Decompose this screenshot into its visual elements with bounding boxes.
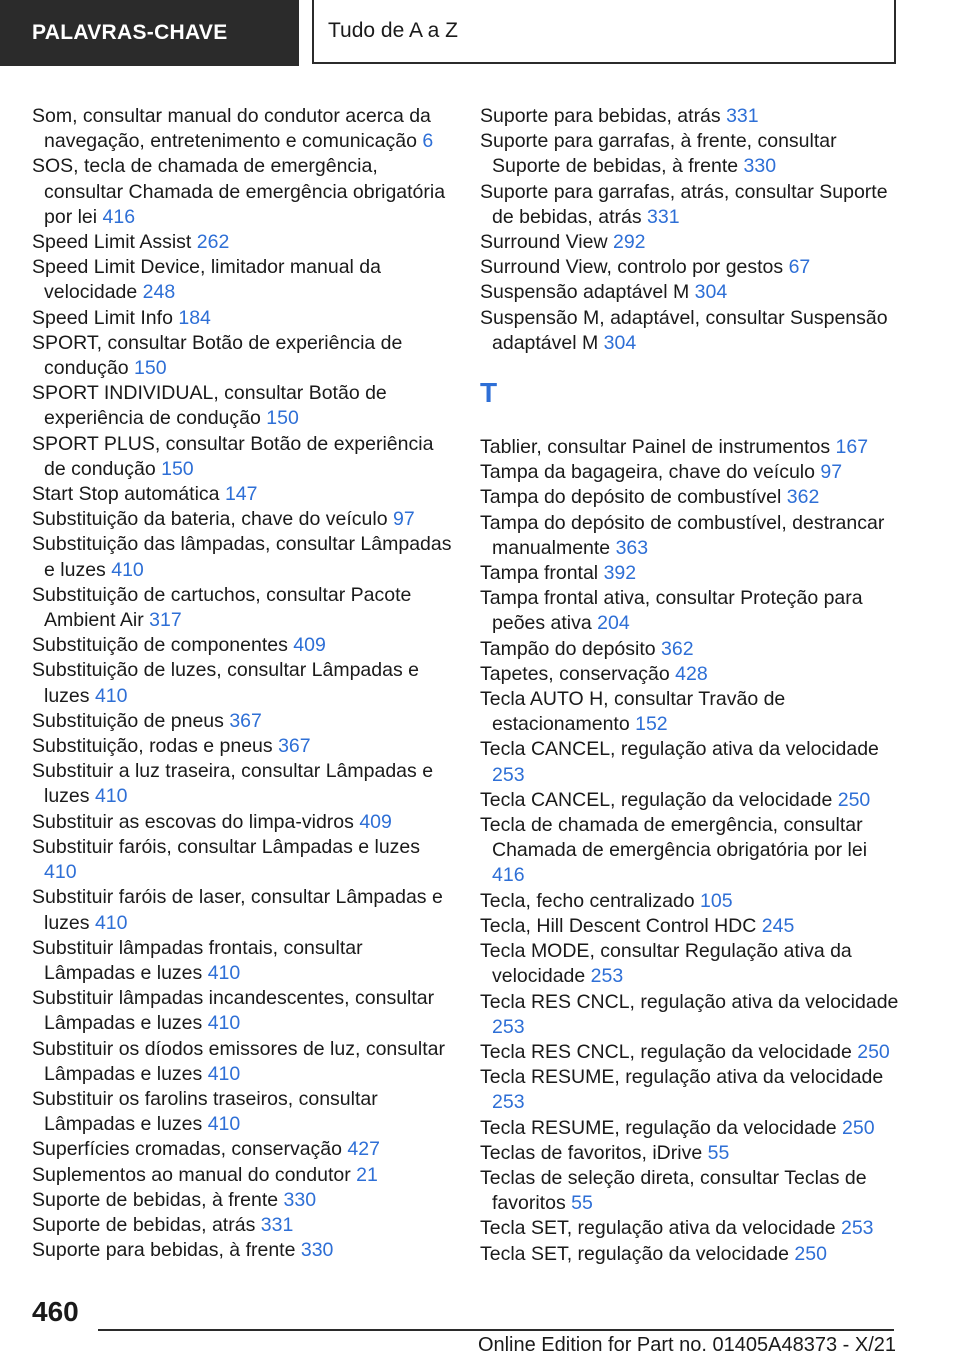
index-entry <box>480 813 900 889</box>
index-entry <box>32 709 452 734</box>
index-entry-text: Tablier, consultar Painel de instrumentos <box>480 436 831 459</box>
index-entry-text: Tampa do depósito de combustível <box>480 486 782 509</box>
index-entry-text: Suporte de bebidas, à frente <box>32 1188 279 1211</box>
page-reference-link[interactable]: 410 <box>207 1113 241 1136</box>
index-entry <box>32 255 452 305</box>
page-reference-link[interactable]: 204 <box>597 612 630 635</box>
page-reference-link[interactable]: 147 <box>224 483 258 506</box>
index-entry-text: Tecla AUTO H, consultar Travão de estacionamento <box>480 688 786 736</box>
index-entry-text: Tecla SET, regulação ativa da velocidade <box>480 1217 836 1240</box>
index-entry <box>32 759 452 809</box>
index-entry <box>32 532 452 582</box>
page-reference-link[interactable]: 304 <box>603 331 637 354</box>
page-reference-link[interactable]: 21 <box>356 1163 378 1186</box>
index-entry-text: Tapetes, conservação <box>480 662 670 685</box>
index-entry <box>480 1040 900 1065</box>
page-reference-link[interactable]: 409 <box>293 634 326 657</box>
index-entry-text: Substituição de componentes <box>32 634 288 657</box>
page-reference-link[interactable]: 410 <box>207 961 241 984</box>
index-entry-text: Substituição da bateria, chave do veículo <box>32 508 388 531</box>
index-entry <box>32 381 452 431</box>
index-entry-text: Suplementos ao manual do condutor <box>32 1163 351 1186</box>
page-reference-link[interactable]: 253 <box>590 965 624 988</box>
index-entry-text: SPORT, consultar Botão de experiência de condução <box>32 331 403 380</box>
page-reference-link[interactable]: 392 <box>603 562 637 585</box>
index-entry-text: Surround View <box>480 231 608 254</box>
page-reference-link[interactable]: 330 <box>283 1188 317 1211</box>
index-entry-text: Substituir os farolins traseiros, consultar Lâmpadas e luzes <box>32 1087 378 1136</box>
index-entry-text: Substituir os díodos emissores de luz, consultar Lâmpadas e luzes <box>32 1037 445 1085</box>
index-entry-text: Teclas de seleção direta, consultar Teclas de favoritos <box>480 1166 867 1215</box>
page-reference-link[interactable]: 410 <box>207 1062 241 1085</box>
page-reference-link[interactable]: 410 <box>94 785 128 808</box>
index-entry <box>32 104 452 154</box>
index-entry <box>480 687 900 737</box>
page-reference-link[interactable]: 416 <box>102 205 136 228</box>
page-reference-link[interactable]: 362 <box>661 637 694 660</box>
index-entry-text: Suspensão adaptável M <box>480 281 690 304</box>
index-entry-text: Substituir as escovas do limpa-vidros <box>32 810 354 833</box>
index-entry-text: Superfícies cromadas, conservação <box>32 1138 342 1161</box>
page-reference-link[interactable]: 97 <box>392 508 415 531</box>
page-reference-link[interactable]: 55 <box>707 1141 730 1164</box>
index-entry <box>32 734 452 759</box>
page-reference-link[interactable]: 167 <box>835 436 869 459</box>
page-reference-link[interactable]: 410 <box>94 684 128 707</box>
page-reference-link[interactable]: 6 <box>422 130 434 153</box>
index-entry <box>32 1087 452 1137</box>
index-entry-text: Substituição de cartuchos, consultar Pacote Ambient Air <box>32 583 412 632</box>
index-entry <box>480 1065 900 1115</box>
index-entry-text: Tecla de chamada de emergência, consultar Chamada de emergência obrigatória por lei <box>480 814 868 862</box>
index-entry-text: Suporte para garrafas, à frente, consultar Suporte de bebidas, à frente <box>480 130 837 178</box>
page-reference-link[interactable]: 330 <box>743 155 777 178</box>
index-entry <box>32 986 452 1036</box>
index-entry-text: Tecla SET, regulação da velocidade <box>480 1242 789 1265</box>
index-entry <box>480 435 900 460</box>
page-reference-link[interactable]: 331 <box>726 105 759 127</box>
page-reference-link[interactable]: 250 <box>842 1116 875 1139</box>
page-reference-link[interactable]: 67 <box>788 256 811 279</box>
index-entry <box>480 460 900 485</box>
index-entry <box>480 129 900 179</box>
page-reference-link[interactable]: 292 <box>612 231 646 254</box>
page-reference-link[interactable]: 250 <box>794 1242 827 1265</box>
index-entry <box>480 990 900 1040</box>
page-reference-link[interactable]: 317 <box>149 609 182 632</box>
index-entry-text: Speed Limit Info <box>32 306 173 329</box>
page-reference-link[interactable]: 410 <box>207 1012 241 1035</box>
index-column-right <box>480 104 900 1267</box>
index-entry <box>480 586 900 636</box>
section-tab[interactable]: PALAVRAS-CHAVE <box>0 0 299 66</box>
index-entry <box>480 230 900 255</box>
index-entry <box>32 835 452 885</box>
index-entry-text: Substituir faróis, consultar Lâmpadas e luzes <box>32 835 421 858</box>
index-entry <box>480 914 900 939</box>
page-reference-link[interactable]: 410 <box>44 861 77 884</box>
index-entry-text: Tecla CANCEL, regulação ativa da velocidade <box>480 738 879 761</box>
index-group-s <box>480 104 900 356</box>
page-number: 460 <box>32 1296 79 1327</box>
index-entry <box>480 889 900 914</box>
index-entry-text: Substituir a luz traseira, consultar Lâmpadas e luzes <box>32 760 434 808</box>
page-reference-link[interactable]: 362 <box>786 486 820 509</box>
index-entry-text: SOS, tecla de chamada de emergência, consultar Chamada de emergência obrigatória por lei <box>32 155 446 228</box>
index-column-left <box>32 104 452 1263</box>
index-entry <box>480 561 900 586</box>
page-reference-link[interactable]: 248 <box>142 281 176 304</box>
page-header <box>0 0 960 66</box>
index-entry <box>32 936 452 986</box>
page-reference-link[interactable]: 184 <box>178 306 211 329</box>
index-entry-text: Substituir faróis de laser, consultar Lâmpadas e luzes <box>32 886 443 934</box>
index-entry <box>32 306 452 331</box>
index-entry-text: Substituir lâmpadas frontais, consultar Lâmpadas e luzes <box>32 936 363 984</box>
page-reference-link[interactable]: 150 <box>161 457 194 480</box>
index-entry <box>32 1213 452 1238</box>
index-entry <box>32 482 452 507</box>
page-reference-link[interactable]: 250 <box>857 1040 890 1063</box>
index-entry <box>32 230 452 255</box>
page-reference-link[interactable]: 253 <box>492 1015 525 1038</box>
page-reference-link[interactable]: 367 <box>229 709 262 732</box>
index-entry-text: Tecla CANCEL, regulação da velocidade <box>480 788 833 811</box>
index-entry <box>32 1238 452 1263</box>
index-entry <box>480 1116 900 1141</box>
index-entry-text: Tecla RES CNCL, regulação da velocidade <box>480 1040 852 1063</box>
index-entry <box>480 637 900 662</box>
index-entry-text: Tampa frontal ativa, consultar Proteção para peões ativa <box>480 587 863 635</box>
index-entry <box>32 885 452 935</box>
index-entry-text: Suporte para bebidas, à frente <box>32 1239 296 1262</box>
page-reference-link[interactable]: 410 <box>94 911 128 934</box>
index-entry <box>480 662 900 687</box>
page-reference-link[interactable]: 150 <box>266 407 299 430</box>
page-reference-link[interactable]: 410 <box>111 558 144 581</box>
index-entry-text: Tecla, fecho centralizado <box>480 889 695 912</box>
index-entry <box>32 154 452 230</box>
page-reference-link[interactable]: 253 <box>492 1091 525 1114</box>
index-entry <box>32 633 452 658</box>
index-entry-text: Substituição de pneus <box>32 709 224 732</box>
index-entry <box>480 1216 900 1241</box>
page-reference-link[interactable]: 152 <box>635 713 668 736</box>
page-reference-link[interactable]: 330 <box>300 1239 334 1262</box>
index-group-t <box>480 435 900 1267</box>
page-reference-link[interactable]: 367 <box>278 735 311 758</box>
index-entry <box>32 432 452 482</box>
index-entry <box>480 104 900 129</box>
index-entry-text: Start Stop automática <box>32 483 220 506</box>
index-entry <box>480 180 900 230</box>
index-entry <box>32 1163 452 1188</box>
index-entry-text: Tampa do depósito de combustível, destrancar manualmente <box>480 511 885 559</box>
index-entry-text: Substituição das lâmpadas, consultar Lâmpadas e luzes <box>32 533 452 581</box>
index-entry <box>32 658 452 708</box>
index-entry-text: Suspensão M, adaptável, consultar Suspensão adaptável M <box>480 306 888 354</box>
index-entry-text: Substituir lâmpadas incandescentes, consultar Lâmpadas e luzes <box>32 987 435 1035</box>
index-entry <box>480 1166 900 1216</box>
page-reference-link[interactable]: 363 <box>615 536 649 559</box>
index-entry-text: Suporte para bebidas, atrás <box>480 105 721 127</box>
index-entry-text: Substituição, rodas e pneus <box>32 735 273 758</box>
page-reference-link[interactable]: 331 <box>260 1213 294 1236</box>
index-entry-text: Tecla RESUME, regulação da velocidade <box>480 1116 837 1139</box>
index-entry-text: Tampa frontal <box>480 562 599 585</box>
index-entry <box>480 939 900 989</box>
chapter-tab[interactable]: Tudo de A a Z <box>312 0 896 64</box>
page-reference-link[interactable]: 428 <box>675 662 708 685</box>
index-entry-text: Speed Limit Device, limitador manual da velocidade <box>32 256 382 304</box>
index-entry-text: Som, consultar manual do condutor acerca da navegação, entretenimento e comunicação <box>32 105 431 153</box>
index-entry <box>480 1242 900 1267</box>
index-entry <box>480 485 900 510</box>
footer-divider <box>98 1329 894 1331</box>
page-reference-link[interactable]: 97 <box>820 461 843 484</box>
page-reference-link[interactable]: 245 <box>761 914 795 937</box>
index-entry-text: Tecla RESUME, regulação ativa da velocidade <box>480 1066 884 1089</box>
index-entry <box>480 306 900 356</box>
index-entry <box>32 810 452 835</box>
index-entry <box>32 507 452 532</box>
index-entry-text: Speed Limit Assist <box>32 231 192 254</box>
index-entry <box>480 1141 900 1166</box>
index-entry-text: Tecla, Hill Descent Control HDC <box>480 914 757 937</box>
page-reference-link[interactable]: 250 <box>837 788 871 811</box>
index-entry-text: Tecla MODE, consultar Regulação ativa da velocidade <box>480 940 852 988</box>
index-entry <box>32 331 452 381</box>
index-entry <box>480 788 900 813</box>
section-letter-heading: T <box>480 377 498 409</box>
index-entry-text: SPORT INDIVIDUAL, consultar Botão de experiência de condução <box>32 382 387 430</box>
index-entry-text: Suporte de bebidas, atrás <box>32 1213 256 1236</box>
page-reference-link[interactable]: 416 <box>492 864 525 887</box>
index-entry-text: Tecla RES CNCL, regulação ativa da velocidade <box>480 990 899 1013</box>
page-reference-link[interactable]: 331 <box>647 205 680 228</box>
page-reference-link[interactable]: 150 <box>134 357 167 380</box>
index-entry <box>480 511 900 561</box>
page-reference-link[interactable]: 253 <box>840 1217 874 1240</box>
page-reference-link[interactable]: 304 <box>694 281 728 304</box>
index-entry <box>480 255 900 280</box>
index-entry-text: Teclas de favoritos, iDrive <box>480 1141 703 1164</box>
page-reference-link[interactable]: 253 <box>492 763 525 786</box>
index-entry-text: SPORT PLUS, consultar Botão de experiência de condução <box>32 432 434 480</box>
page-reference-link[interactable]: 409 <box>359 810 392 833</box>
index-entry <box>32 583 452 633</box>
index-entry <box>480 737 900 787</box>
page-reference-link[interactable]: 262 <box>196 231 230 254</box>
index-entry <box>32 1188 452 1213</box>
page-reference-link[interactable]: 55 <box>571 1192 593 1215</box>
index-entry-text: Substituição de luzes, consultar Lâmpadas e luzes <box>32 659 419 707</box>
index-entry-text: Tampa da bagageira, chave do veículo <box>480 461 815 484</box>
index-entry <box>32 1037 452 1087</box>
index-entry <box>32 1137 452 1162</box>
page-reference-link[interactable]: 427 <box>347 1138 380 1161</box>
index-entry-text: Suporte para garrafas, atrás, consultar Suporte de bebidas, atrás <box>480 180 888 228</box>
edition-footer: Online Edition for Part no. 01405A48373 - X/21 <box>477 1334 896 1356</box>
index-entry-text: Surround View, controlo por gestos <box>480 256 784 279</box>
index-entry <box>480 280 900 305</box>
index-entry-text: Tampão do depósito <box>480 637 656 660</box>
page-reference-link[interactable]: 105 <box>700 889 733 912</box>
